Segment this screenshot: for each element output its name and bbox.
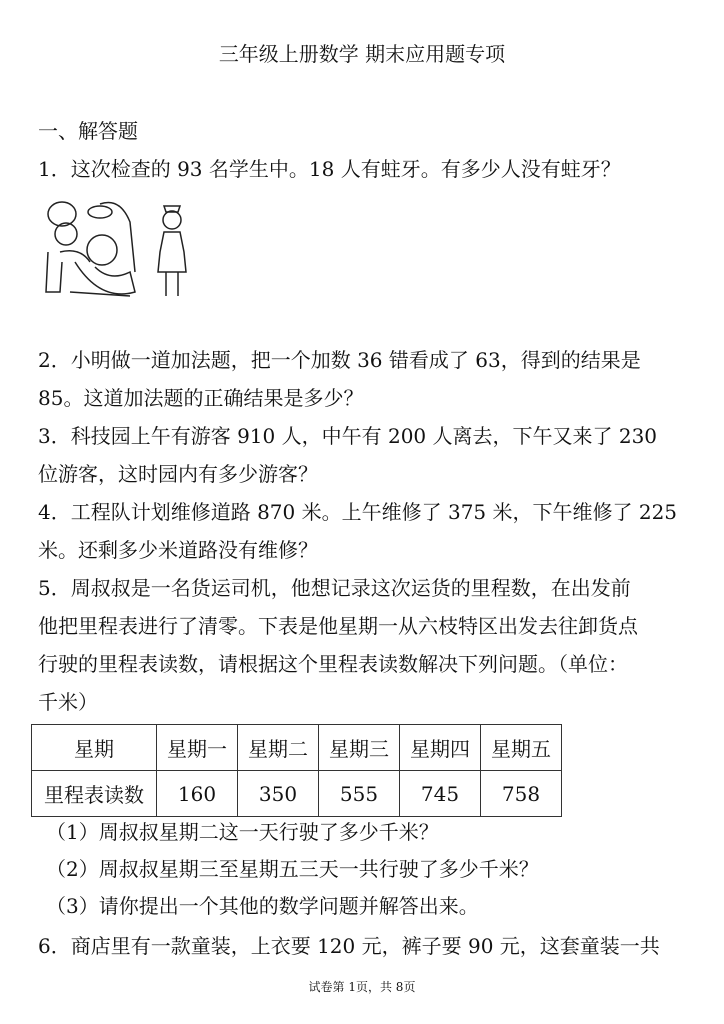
odometer-table (31, 724, 562, 817)
table-cell: 758 (481, 771, 562, 817)
table-cell: 星期 (32, 725, 157, 771)
question-5-line-2: 他把里程表进行了清零。下表是他星期一从六枝特区出发去往卸货点 (38, 614, 638, 638)
section-heading: 一、解答题 (38, 119, 138, 143)
question-4-line-1: 4．工程队计划维修道路 870 米。上午维修了 375 米，下午维修了 225 (38, 500, 678, 524)
table-cell: 350 (238, 771, 319, 817)
question-5-line-3: 行驶的里程表读数，请根据这个里程表读数解决下列问题。（单位： (38, 652, 628, 676)
question-5-sub-2: （2）周叔叔星期三至星期五三天一共行驶了多少千米？ (46, 857, 539, 881)
question-4-line-2: 米。还剩多少米道路没有维修？ (38, 538, 318, 562)
table-cell: 555 (319, 771, 400, 817)
table-cell: 星期三 (319, 725, 400, 771)
question-2-line-1: 2．小明做一道加法题，把一个加数 36 错看成了 63，得到的结果是 (38, 348, 641, 372)
question-3-line-2: 位游客，这时园内有多少游客？ (38, 462, 318, 486)
question-6-line-1: 6．商店里有一款童装，上衣要 120 元，裤子要 90 元，这套童装一共 (38, 934, 660, 958)
table-cell: 160 (157, 771, 238, 817)
table-cell: 星期一 (157, 725, 238, 771)
table-header-row (32, 725, 562, 771)
page-footer: 试卷第 1页，共 8页 (308, 980, 416, 994)
question-5-line-4: 千米） (38, 690, 98, 714)
table-cell: 星期二 (238, 725, 319, 771)
page-title: 三年级上册数学 期末应用题专项 (218, 42, 506, 66)
question-5-line-1: 5．周叔叔是一名货运司机，他想记录这次运货的里程数，在出发前 (38, 576, 631, 600)
table-row (32, 771, 562, 817)
dentist-illustration (40, 192, 200, 302)
table-cell: 星期四 (400, 725, 481, 771)
question-2-line-2: 85。这道加法题的正确结果是多少？ (38, 386, 364, 410)
question-5-sub-3: （3）请你提出一个其他的数学问题并解答出来。 (46, 894, 479, 918)
table-cell: 星期五 (481, 725, 562, 771)
table-cell: 745 (400, 771, 481, 817)
table-cell: 里程表读数 (32, 771, 157, 817)
question-5-sub-1: （1）周叔叔星期二这一天行驶了多少千米？ (46, 820, 439, 844)
question-3-line-1: 3．科技园上午有游客 910 人，中午有 200 人离去，下午又来了 230 (38, 424, 658, 448)
question-1: 1．这次检查的 93 名学生中。18 人有蛀牙。有多少人没有蛀牙？ (38, 157, 621, 181)
